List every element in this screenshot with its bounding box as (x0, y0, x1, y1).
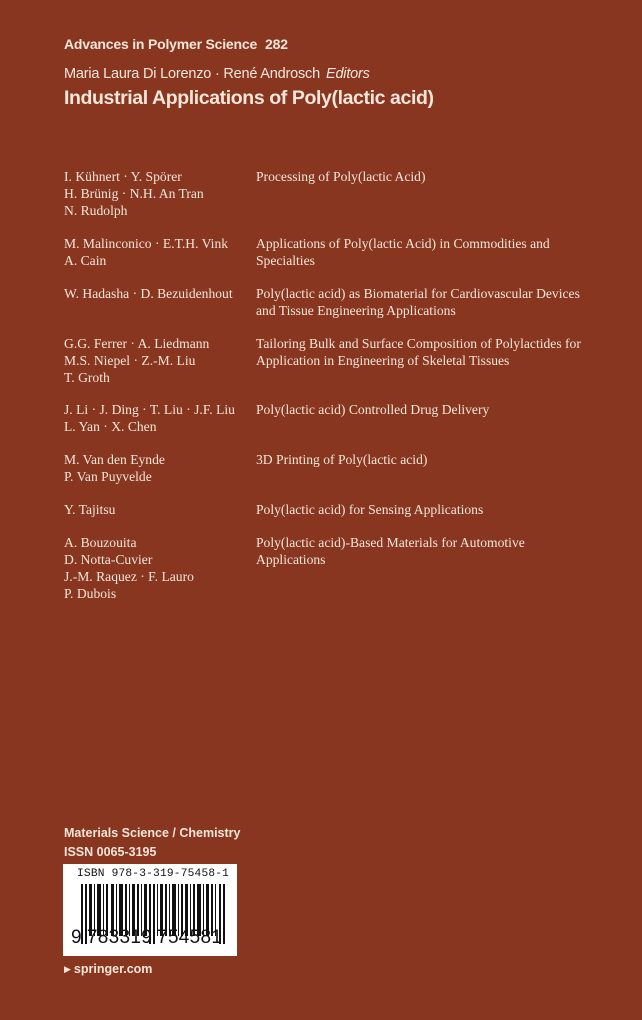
issn-number: ISSN 0065-3195 (64, 845, 157, 859)
barcode-digits (71, 927, 222, 949)
chapter-authors (64, 168, 249, 219)
chapter-authors (64, 401, 249, 435)
chapter-title: Poly(lactic acid) Controlled Drug Delivery (256, 402, 490, 417)
chapter-title: Processing of Poly(lactic Acid) (256, 169, 426, 184)
series-line (64, 36, 288, 52)
book-title: Industrial Applications of Poly(lactic acid) (64, 87, 434, 109)
editors-role: Editors (325, 66, 370, 82)
author-line: M. Van den Eynde (64, 452, 165, 467)
author-line: G.G. Ferrer · A. Liedmann (64, 336, 210, 351)
isbn-label: ISBN 978-3-319-75458-1 (77, 868, 230, 880)
publisher-link[interactable] (64, 962, 152, 976)
author-line: L. Yan · X. Chen (64, 419, 157, 434)
chapter-title: Poly(lactic acid)-Based Materials for Automotive Applications (256, 535, 525, 567)
author-line: J. Li · J. Ding · T. Liu · J.F. Liu (64, 402, 235, 417)
author-line: J.-M. Raquez · F. Lauro (64, 569, 194, 584)
author-line: Y. Tajitsu (64, 502, 116, 517)
author-line: T. Groth (64, 370, 110, 385)
author-line: P. Dubois (64, 586, 117, 601)
chapter-authors (64, 335, 249, 386)
author-line: M. Malinconico · E.T.H. Vink (64, 236, 229, 251)
barcode (63, 864, 237, 956)
author-line: A. Bouzouita (64, 535, 137, 550)
barcode-lead-digit: 9 (71, 927, 82, 948)
triangle-right-icon: ▶ (64, 964, 71, 974)
author-line: A. Cain (64, 253, 107, 268)
chapter-authors (64, 235, 249, 269)
author-line: W. Hadasha · D. Bezuidenhout (64, 286, 233, 301)
chapter-authors (64, 451, 249, 485)
author-line: I. Kühnert · Y. Spörer (64, 169, 182, 184)
author-line: D. Notta-Cuvier (64, 552, 153, 567)
chapter-title: Poly(lactic acid) as Biomaterial for Cardiovascular Devices and Tissue Engineering Applications (256, 286, 580, 318)
chapter-title: Applications of Poly(lactic Acid) in Commodities and Specialties (256, 236, 550, 268)
editors-line (64, 66, 370, 82)
series-volume: 282 (265, 36, 288, 52)
subject-category: Materials Science / Chemistry (64, 826, 241, 840)
chapter-title: 3D Printing of Poly(lactic acid) (256, 452, 428, 467)
author-line: P. Van Puyvelde (64, 469, 152, 484)
author-line: H. Brünig · N.H. An Tran (64, 186, 204, 201)
author-line: M.S. Niepel · Z.-M. Liu (64, 353, 196, 368)
chapter-authors (64, 285, 249, 302)
barcode-right-digits: 754581 (157, 927, 223, 948)
editors-names: Maria Laura Di Lorenzo · René Androsch (64, 66, 320, 82)
author-line: N. Rudolph (64, 203, 128, 218)
chapter-title: Poly(lactic acid) for Sensing Applications (256, 502, 484, 517)
series-name: Advances in Polymer Science (64, 36, 258, 52)
chapter-authors (64, 534, 249, 602)
chapter-authors (64, 501, 249, 518)
chapter-title: Tailoring Bulk and Surface Composition of Polylactides for Application in Engineering of Skeletal Tissues (256, 336, 581, 368)
publisher-website: springer.com (73, 962, 153, 976)
barcode-left-digits: 783319 (86, 927, 153, 948)
